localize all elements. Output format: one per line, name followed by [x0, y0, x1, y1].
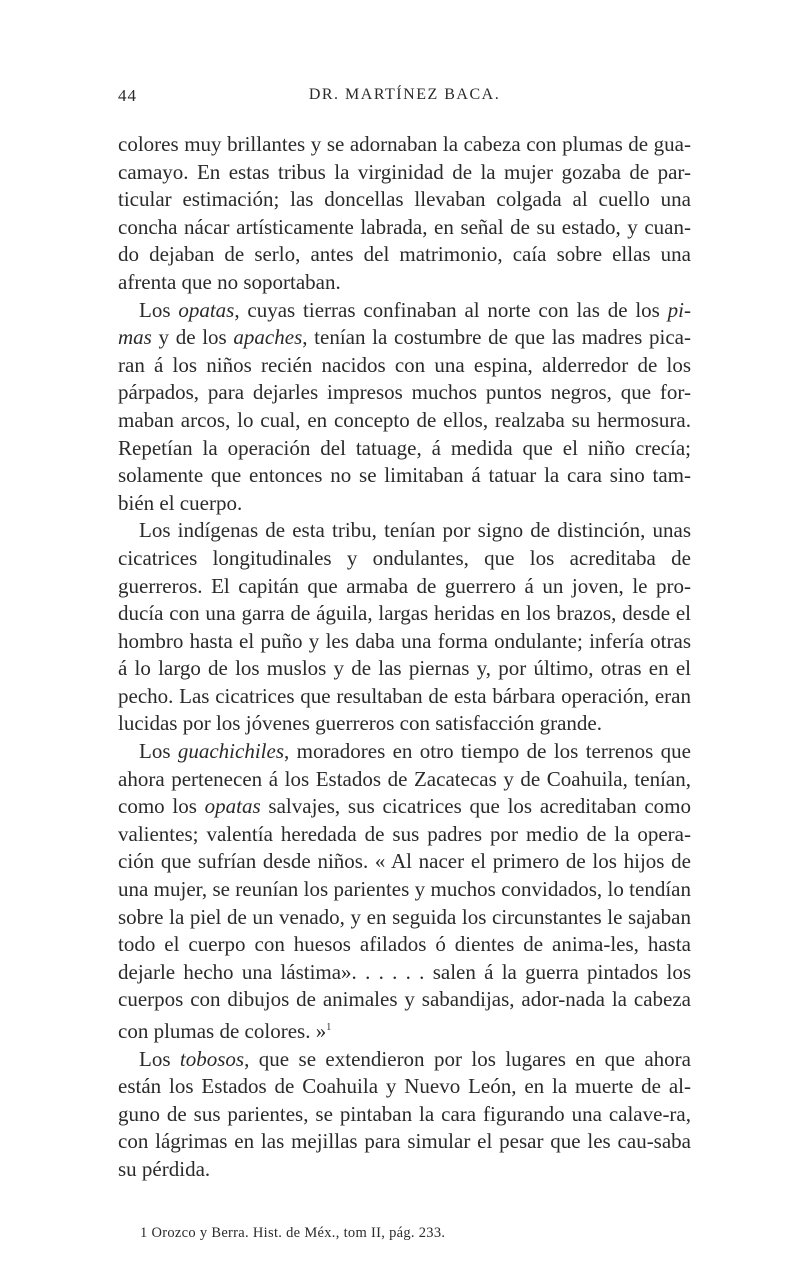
text-run: , que se extendieron por los lugares en que ahora están los Estados de Coahuila y Nuevo León, en la muerte de al-guno de sus parientes, se pintaban la cara figurando una calave-ra, con lágrimas en las mejillas para simular el pesar que les cau-saba su pérdida.: [118, 1046, 691, 1181]
text-run: Los: [139, 1046, 180, 1071]
footnote: 1 Orozco y Berra. Hist. de Méx., tom II, pág. 233.: [140, 1225, 446, 1241]
text-run: Los: [139, 739, 178, 764]
paragraph: [118, 517, 691, 738]
paragraph: [118, 131, 691, 297]
body-text: [118, 131, 691, 1184]
text-run: salvajes, sus cicatrices que los acreditaban como valientes; valentía heredada de sus padres por medio de la opera-ción que sufrían desde niños. « Al nacer el primero de los hijos de una mujer, se reunían los parientes y muchos convidados, lo tendían sobre la piel de un venado, y en seguida los circunstantes le sajaban todo el cuerpo con huesos afilados ó dientes de anima-les, hasta dejarle hecho una lástima». . . . . . salen á la guerra pintados los cuerpos con dibujos de animales y sabandijas, ador-nada la cabeza con plumas de colores. »: [118, 794, 691, 1043]
italic-term: opatas: [204, 794, 261, 819]
italic-term: opatas: [178, 297, 235, 322]
italic-term: guachichiles: [177, 739, 284, 764]
text-run: Los indígenas de esta tribu, tenían por signo de distinción, unas cicatrices longitudinales y ondulantes, que los acreditaba de guerreros. El capitán que armaba de guerrero á un joven, le pro-ducía con una garra de águila, largas heridas en los brazos, desde el hombro hasta el puño y les daba una forma ondulante; infería otras á lo largo de los muslos y de las piernas y, por último, otras en el pecho. Las cicatrices que resultaban de esta bárbara operación, eran lucidas por los jóvenes guerreros con satisfacción grande.: [118, 518, 691, 736]
text-run: colores muy brillantes y se adornaban la cabeza con plumas de gua-camayo. En estas tribus la virginidad de la mujer gozaba de par-ticular estimación; las doncellas llevaban colgada al cuello una concha nácar artísticamente labrada, en señal de su estado, y cuan-do dejaban de serlo, antes del matrimonio, caía sobre ellas una afrenta que no soportaban.: [118, 132, 691, 294]
paragraph: [118, 297, 691, 518]
italic-term: pi-mas: [118, 297, 691, 350]
italic-term: tobosos: [179, 1046, 245, 1071]
page-number: 44: [118, 86, 137, 105]
paragraph: [118, 738, 691, 1046]
italic-term: apaches: [233, 325, 303, 350]
text-run: Los: [139, 297, 179, 322]
running-title: DR. MARTÍNEZ BACA.: [308, 86, 501, 103]
footnote-marker: 1: [326, 1022, 332, 1033]
text-run: , cuyas tierras confinaban al norte con las de los: [234, 297, 668, 322]
paragraph: [118, 1046, 691, 1184]
page-header: [118, 86, 691, 110]
text-run: y de los: [151, 325, 234, 350]
text-run: , tenían la costumbre de que las madres pica-ran á los niños recién nacidos con una espina, alderredor de los párpados, para dejarles impresos muchos puntos negros, que for-maban arcos, lo cual, en concepto de ellos, realzaba su hermosura. Repetían la operación del tatuage, á medida que el niño crecía; solamente que entonces no se limitaban á tatuar la cara sino tam-bién el cuerpo.: [118, 325, 692, 515]
text-run: , moradores en otro tiempo de los terrenos que ahora pertenecen á los Estados de Zacatecas y de Coahuila, tenían, como los: [118, 739, 692, 819]
